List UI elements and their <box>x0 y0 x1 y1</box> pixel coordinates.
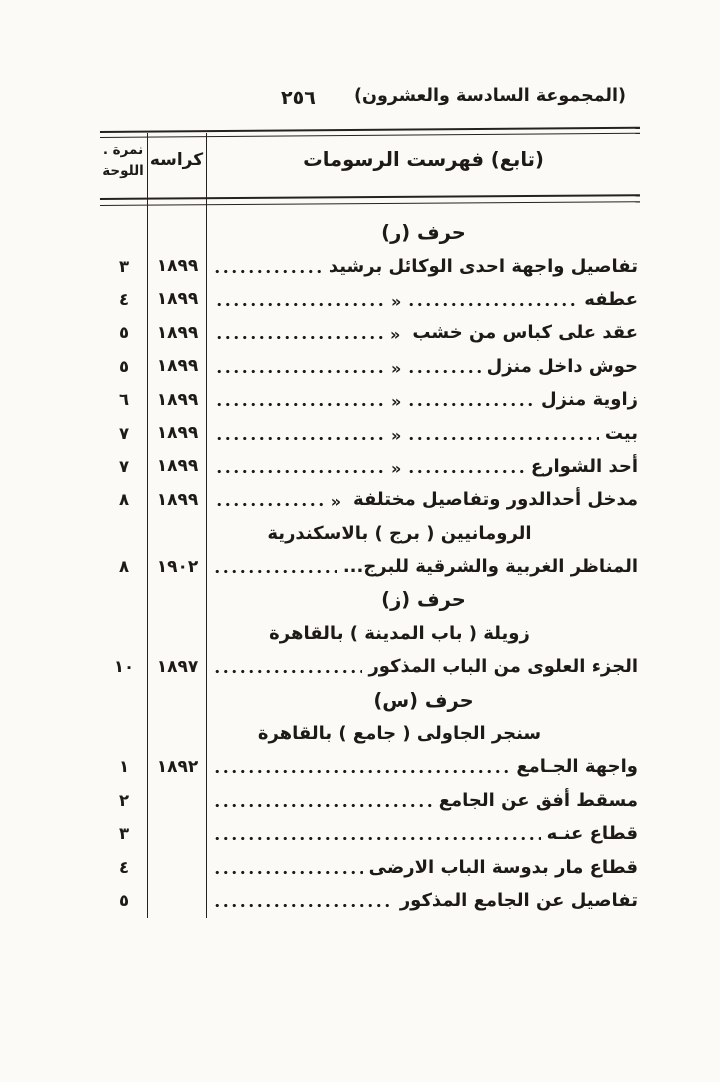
entry-description-cell <box>207 356 640 377</box>
dot-leader <box>213 801 433 810</box>
table-row <box>100 817 640 850</box>
entry-title: تفاصيل عن الجامع المذكور <box>399 890 638 911</box>
entry-title: الجزء العلوى من الباب المذكور <box>368 656 638 678</box>
dot-leader <box>213 767 510 776</box>
entry-description-cell <box>207 456 640 477</box>
header-separator-rule <box>100 194 640 206</box>
table-row <box>100 383 640 416</box>
group-subheader-cell <box>207 723 640 744</box>
entry-description-cell <box>207 756 640 777</box>
dot-leader <box>213 267 323 276</box>
entry-plate-number-cell: ٥ <box>118 891 130 910</box>
dot-leader <box>215 500 327 509</box>
entry-title: أحد الشوارع <box>530 455 638 477</box>
entry-title: مسقط أفق عن الجامع <box>438 789 638 811</box>
table-row <box>100 650 640 683</box>
drawings-index-table <box>100 127 640 927</box>
heading-row <box>100 683 640 716</box>
entry-title: بيت <box>604 422 638 444</box>
ditto-mark: « <box>391 425 402 445</box>
table-row <box>100 416 640 449</box>
letter-section-header: حرف (ز) <box>381 588 466 612</box>
dot-leader <box>407 400 535 409</box>
entry-plate-number-cell: ٦ <box>118 390 130 410</box>
group-subheader-cell <box>207 523 640 544</box>
dot-leader <box>407 467 524 476</box>
entry-plate-number-cell: ٣ <box>118 256 130 276</box>
group-subheader: زويلة ( باب المدينة ) بالقاهرة <box>269 622 530 644</box>
dot-leader <box>213 567 337 576</box>
table-row <box>100 850 640 883</box>
heading-row <box>100 517 640 550</box>
entry-plate-number-cell: ٧ <box>118 456 130 476</box>
entry-title: زاوية منزل <box>541 389 638 411</box>
table-row <box>100 283 640 316</box>
entry-description-cell <box>207 890 640 911</box>
entry-title: تفاصيل واجهة احدى الوكائل برشيد <box>328 255 638 277</box>
ditto-mark: « <box>391 392 402 412</box>
entry-year-cell: ١٨٩٩ <box>156 456 199 477</box>
entry-plate-number-cell: ٢ <box>118 790 130 810</box>
entry-title: واجهة الجـامع <box>516 756 638 778</box>
ditto-mark: « <box>391 291 402 311</box>
dot-leader <box>407 300 578 309</box>
entry-plate-number-cell: ٤ <box>118 289 130 309</box>
letter-section-header: حرف (س) <box>373 688 474 712</box>
table-top-rule <box>100 127 640 138</box>
dot-leader <box>215 333 386 342</box>
dot-leader <box>407 434 598 443</box>
entry-description-cell <box>207 322 640 343</box>
entry-plate-number-cell: ٨ <box>118 490 130 510</box>
entry-description-cell <box>207 823 640 844</box>
ditto-mark: « <box>391 458 402 478</box>
group-subheader: سنجر الجاولى ( جامع ) بالقاهرة <box>257 723 542 745</box>
entry-description-cell <box>207 556 640 577</box>
dot-leader <box>215 400 387 409</box>
entry-plate-number-cell: ٥ <box>118 323 130 343</box>
entry-plate-number-cell: ٣ <box>118 824 130 844</box>
table-row <box>100 316 640 349</box>
entry-description-cell <box>207 389 640 410</box>
dot-leader <box>215 300 387 309</box>
heading-row <box>100 617 640 650</box>
entry-title: حوش داخل منزل <box>486 355 638 377</box>
entry-title: عطفه <box>584 288 638 310</box>
entry-year-cell: ١٨٩٩ <box>156 256 199 277</box>
table-body <box>100 216 640 917</box>
ditto-mark: « <box>389 325 401 345</box>
letter-section-cell <box>207 221 640 244</box>
group-subheader-cell <box>207 623 640 644</box>
entry-plate-number-cell: ١٠ <box>113 657 135 677</box>
entry-year-cell: ١٨٩٩ <box>156 322 199 343</box>
entry-plate-number-cell: ٥ <box>118 356 130 376</box>
table-row <box>100 249 640 282</box>
column-header-kurrasa: كراسه <box>149 150 204 170</box>
dot-leader <box>213 667 362 676</box>
table-row <box>100 750 640 783</box>
dot-leader <box>407 367 480 376</box>
heading-row <box>100 216 640 249</box>
entry-description-cell <box>207 857 640 878</box>
entry-title: المناظر الغربية والشرقية للبرج... <box>342 556 638 578</box>
entry-title: قطاع عنـه <box>546 823 638 845</box>
letter-section-cell <box>207 588 640 611</box>
letter-section-header: حرف (ر) <box>381 221 466 245</box>
dot-leader <box>215 467 387 476</box>
plate-header-line2: اللوحة <box>102 163 144 179</box>
entry-year-cell: ١٨٩٩ <box>156 356 199 377</box>
ditto-mark: « <box>330 492 342 512</box>
dot-leader <box>213 868 363 877</box>
entry-description-cell <box>207 256 640 277</box>
table-row <box>100 450 640 483</box>
page-number: ٢٥٦ <box>281 87 316 109</box>
group-subheader: الرومانيين ( برج ) بالاسكندرية <box>267 522 532 544</box>
entry-description-cell <box>207 656 640 677</box>
entry-description-cell <box>207 790 640 811</box>
heading-row <box>100 583 640 616</box>
dot-leader <box>215 434 387 443</box>
entry-description-cell <box>207 423 640 444</box>
table-row <box>100 550 640 583</box>
entry-plate-number-cell: ٤ <box>118 857 130 877</box>
entry-year-cell: ١٨٩٧ <box>156 656 199 677</box>
ditto-mark: « <box>391 358 402 378</box>
entry-description-cell <box>207 489 640 510</box>
entry-title: مدخل أحدالدور وتفاصيل مختلفة <box>353 489 638 511</box>
table-row <box>100 483 640 516</box>
collection-title: (المجموعة السادسة والعشرون) <box>354 86 626 106</box>
entry-title: قطاع مار بدوسة الباب الارضى <box>368 856 638 878</box>
entry-year-cell: ١٨٩٢ <box>156 756 199 777</box>
entry-year-cell: ١٨٩٩ <box>156 389 199 410</box>
column-header-index-title: (تابع) فهرست الرسومات <box>303 148 544 171</box>
entry-plate-number-cell: ٧ <box>118 423 130 443</box>
entry-title: عقد على كباس من خشب <box>412 322 638 344</box>
entry-year-cell: ١٨٩٩ <box>156 289 199 310</box>
heading-row <box>100 717 640 750</box>
letter-section-cell <box>207 689 640 712</box>
entry-year-cell: ١٨٩٩ <box>156 489 199 510</box>
entry-year-cell: ١٩٠٢ <box>156 556 199 577</box>
dot-leader <box>213 901 394 910</box>
entry-plate-number-cell: ١ <box>118 757 130 777</box>
column-header-plate-number <box>100 140 146 182</box>
plate-header-line1: نمرة . <box>102 142 144 158</box>
dot-leader <box>213 834 541 843</box>
entry-plate-number-cell: ٨ <box>118 557 130 577</box>
table-row <box>100 784 640 817</box>
dot-leader <box>215 367 387 376</box>
entry-description-cell <box>207 289 640 310</box>
table-row <box>100 350 640 383</box>
table-row <box>100 884 640 917</box>
entry-year-cell: ١٨٩٩ <box>156 423 199 444</box>
